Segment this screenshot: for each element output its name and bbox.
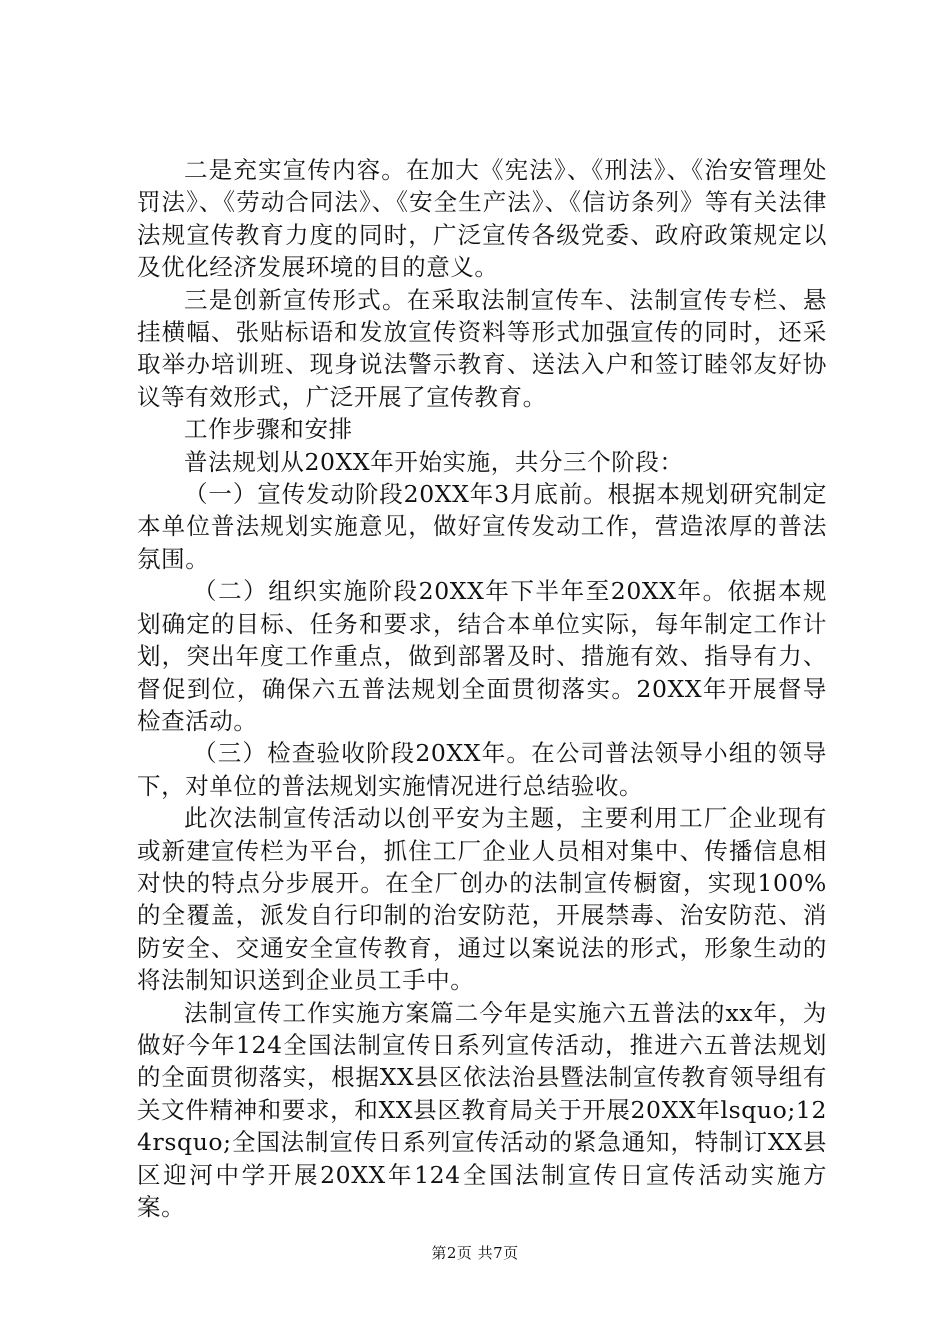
paragraph-activity-summary: 此次法制宣传活动以创平安为主题，主要利用工厂企业现有或新建宣传栏为平台，抓住工厂企业人员相对集中、传播信息相对快的特点分步展开。在全厂创办的法制宣传橱窗，实现100%的全覆盖，派发自行印制的治安防范，开展禁毒、治安防范、消防安全、交通安全宣传教育，通过以案说法的形式，形象生动的将法制知识送到企业员工手中。 xyxy=(137,804,827,995)
paragraph-stage-three: （三）检查验收阶段20XX年。在公司普法领导小组的领导下，对单位的普法规划实施情况进行总结验收。 xyxy=(137,739,827,800)
paragraph-content-enrichment: 二是充实宣传内容。在加大《宪法》、《刑法》、《治安管理处罚法》、《劳动合同法》、《安全生产法》、《信访条列》等有关法律法规宣传教育力度的同时，广泛宣传各级党委、政府政策规定以及优化经济发展环境的目的意义。 xyxy=(137,156,827,282)
paragraph-innovation-forms: 三是创新宣传形式。在采取法制宣传车、法制宣传专栏、悬挂横幅、张贴标语和发放宣传资料等形式加强宣传的同时，还采取举办培训班、现身说法警示教育、送法入户和签订睦邻友好协议等有效形式，广泛开展了宣传教育。 xyxy=(137,285,827,411)
paragraph-stage-one: （一）宣传发动阶段20XX年3月底前。根据本规划研究制定本单位普法规划实施意见，做好宣传发动工作，营造浓厚的普法氛围。 xyxy=(137,480,827,573)
document-body xyxy=(137,154,827,1223)
paragraph-plan-stages: 普法规划从20XX年开始实施，共分三个阶段： xyxy=(184,447,684,476)
paragraph-stage-two: （二）组织实施阶段20XX年下半年至20XX年。依据本规划确定的目标、任务和要求，结合本单位实际，每年制定工作计划，突出年度工作重点，做到部署及时、措施有效、指导有力、督促到位，确保六五普法规划全面贯彻落实。20XX年开展督导检查活动。 xyxy=(137,577,827,735)
section-heading-work-steps: 工作步骤和安排 xyxy=(184,415,353,444)
page-number-footer: 第2页 共7页 xyxy=(431,1244,519,1262)
paragraph-plan-two-intro: 法制宣传工作实施方案篇二今年是实施六五普法的xx年，为做好今年124全国法制宣传日系列宣传活动，推进六五普法规划的全面贯彻落实，根据XX县区依法治县暨法制宣传教育领导组有关文件精神和要求，和XX县区教育局关于开展20XX年lsquo;124rsquo;全国法制宣传日系列宣传活动的紧急通知，特制订XX县区迎河中学开展20XX年124全国法制宣传日宣传活动实施方案。 xyxy=(137,998,827,1221)
